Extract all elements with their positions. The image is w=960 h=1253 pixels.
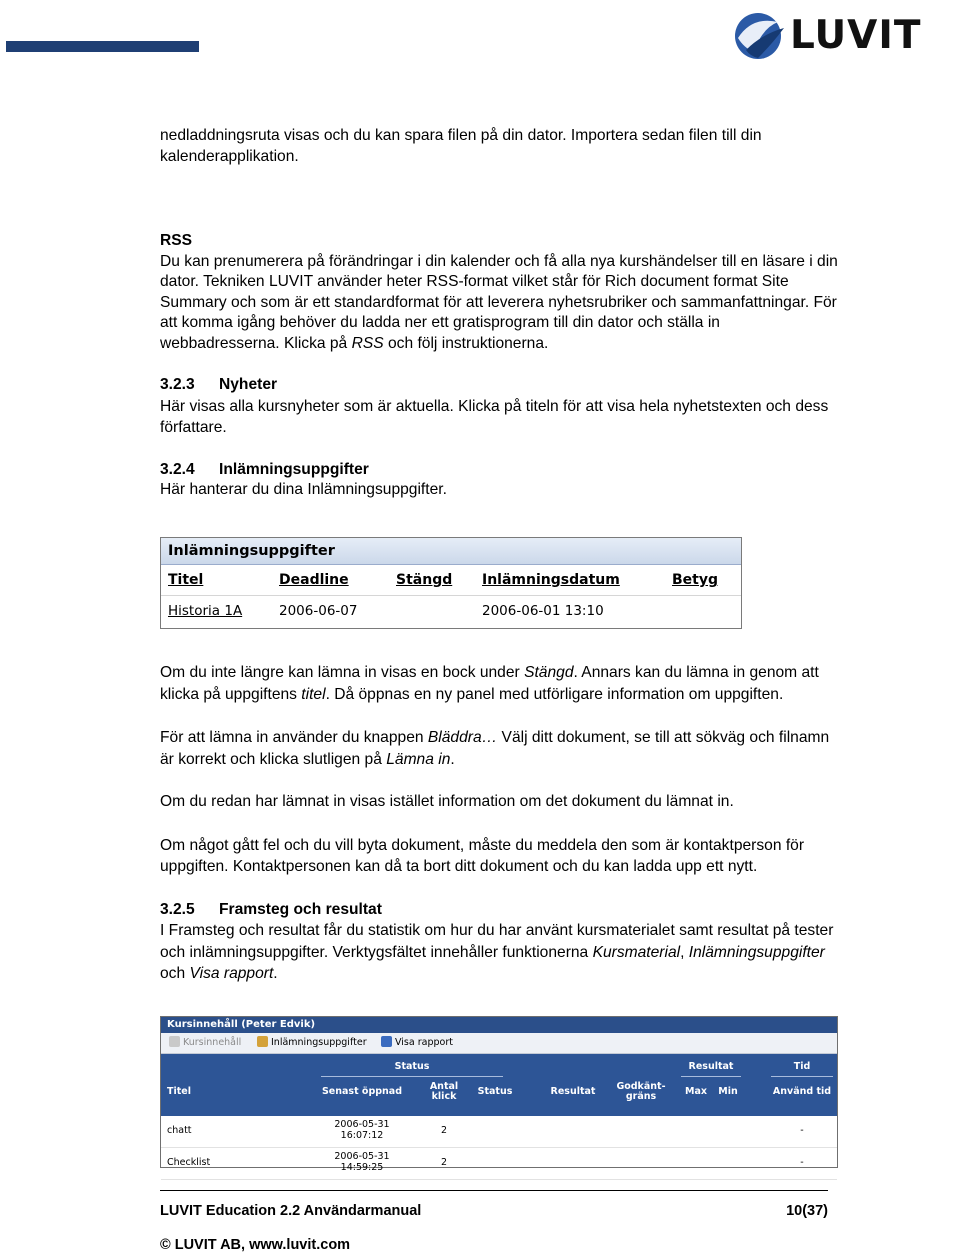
table-row <box>161 1148 837 1180</box>
section-3-2-3-heading: 3.2.3 Nyheter <box>160 376 278 393</box>
assignments-table-title: Inlämningsuppgifter <box>161 538 741 565</box>
col-title: Titel <box>167 1086 191 1097</box>
col-header-title[interactable]: Titel <box>168 572 204 588</box>
document-body <box>160 126 840 501</box>
course-content-icon <box>169 1036 180 1047</box>
row-clicks: 2 <box>440 1125 448 1136</box>
section-3-2-4-heading: 3.2.4 Inlämningsuppgifter <box>160 460 369 478</box>
table-row <box>161 596 741 626</box>
col-header-closed[interactable]: Stängd <box>396 572 453 588</box>
col-max: Max <box>685 1086 707 1097</box>
rss-heading: RSS <box>160 232 193 249</box>
luvit-logo <box>732 8 960 62</box>
progress-table-header <box>161 1054 837 1116</box>
col-header-grade[interactable]: Betyg <box>672 572 719 588</box>
col-used-time: Använd tid <box>772 1086 832 1097</box>
page-footer <box>160 1190 828 1253</box>
row-time: 14:59:25 <box>340 1162 384 1173</box>
footer-manual-title: LUVIT Education 2.2 Användarmanual <box>160 1203 422 1219</box>
section-3-2-4-text: Här hanterar du dina Inlämningsuppgifter. <box>160 481 447 498</box>
toolbar-show-report[interactable]: Visa rapport <box>381 1036 453 1049</box>
group-result: Resultat <box>681 1062 741 1077</box>
assignment-title-link[interactable]: Historia 1A <box>168 603 243 619</box>
row-used-time: - <box>800 1125 804 1136</box>
col-result: Resultat <box>550 1086 596 1097</box>
row-title[interactable]: chatt <box>167 1125 192 1136</box>
table-row <box>161 1116 837 1148</box>
toolbar-assignments[interactable]: Inlämningsuppgifter <box>257 1036 367 1049</box>
section-3-2-3-text: Här visas alla kursnyheter som är aktuella. Klicka på titeln för att visa hela nyhetstexten och dess författare. <box>160 397 829 436</box>
col-header-submission-date[interactable]: Inlämningsdatum <box>482 572 620 588</box>
closed-paragraph: Om du inte längre kan lämna in visas en bock under Stängd. Annars kan du lämna in genom att klicka på uppgiftens titel. Då öppnas en ny panel med utförligare information om uppgiften. <box>160 664 819 703</box>
footer-page-number: 10(37) <box>786 1203 828 1219</box>
col-status: Status <box>477 1086 513 1097</box>
assignments-table <box>160 537 742 629</box>
group-time: Tid <box>771 1062 833 1077</box>
row-clicks: 2 <box>440 1157 448 1168</box>
progress-table-body <box>161 1116 837 1180</box>
group-status: Status <box>321 1062 503 1077</box>
row-used-time: - <box>800 1157 804 1168</box>
col-pass-limit: Godkänt-gräns <box>616 1081 666 1102</box>
header-accent-bar <box>6 41 199 52</box>
row-date: 2006-05-31 <box>334 1119 390 1130</box>
row-time: 16:07:12 <box>340 1130 384 1141</box>
assignments-table-header <box>161 565 741 596</box>
assignment-deadline: 2006-06-07 <box>279 603 358 619</box>
logo-wordmark: LUVIT <box>790 13 922 58</box>
toolbar-course-content[interactable]: Kursinnehåll <box>169 1036 241 1049</box>
assignments-icon <box>257 1036 268 1047</box>
row-title[interactable]: Checklist <box>167 1157 211 1168</box>
footer-copyright: © LUVIT AB, www.luvit.com <box>160 1237 351 1253</box>
col-header-deadline[interactable]: Deadline <box>279 572 349 588</box>
report-icon <box>381 1036 392 1047</box>
globe-logo-icon <box>732 8 786 62</box>
section-3-2-5-text: I Framsteg och resultat får du statistik om hur du har använt kursmaterialet samt resultat på tester och inlämningsuppgifter. Verktygsfältet innehåller funktionerna Kursmaterial, Inlämningsuppgifter och Visa rapport. <box>160 922 834 982</box>
intro-paragraph: nedladdningsruta visas och du kan spara filen på din dator. Importera sedan filen till din kalenderapplikation. <box>160 127 762 165</box>
progress-table <box>160 1016 838 1173</box>
col-min: Min <box>718 1086 738 1097</box>
row-date: 2006-05-31 <box>334 1151 390 1162</box>
col-clicks: Antal klick <box>429 1081 459 1102</box>
already-submitted-paragraph: Om du redan har lämnat in visas istället information om det dokument du lämnat in. <box>160 793 734 810</box>
rss-paragraph: Du kan prenumerera på förändringar i din kalender och få alla nya kurshändelser till en läsare i din dator. Tekniken LUVIT använder heter RSS-format vilket står för Rich document format Site Summary och som är ett standardformat för att leverera nyhetsrubriker och sammanfattningar. För att komma igång behöver du ladda ner ett gratisprogram till din dator och ställa in webbadresserna. Klicka på RSS och följ instruktionerna. <box>160 252 838 352</box>
submit-paragraph: För att lämna in använder du knappen Bläddra… Välj ditt dokument, se till att sökväg och filnamn är korrekt och klicka slutligen på Lämna in. <box>160 729 830 768</box>
col-last-opened: Senast öppnad <box>321 1086 403 1097</box>
error-paragraph: Om något gått fel och du vill byta dokument, måste du meddela den som är kontaktperson för uppgiften. Kontaktpersonen kan då ta bort ditt dokument och du kan ladda upp ett nytt. <box>160 836 805 875</box>
assignment-submission-date: 2006-06-01 13:10 <box>482 603 604 619</box>
progress-table-title: Kursinnehåll (Peter Edvik) <box>161 1017 837 1033</box>
section-3-2-5-heading: 3.2.5 Framsteg och resultat <box>160 900 382 918</box>
document-body-continued <box>160 662 840 985</box>
progress-toolbar <box>161 1033 837 1054</box>
